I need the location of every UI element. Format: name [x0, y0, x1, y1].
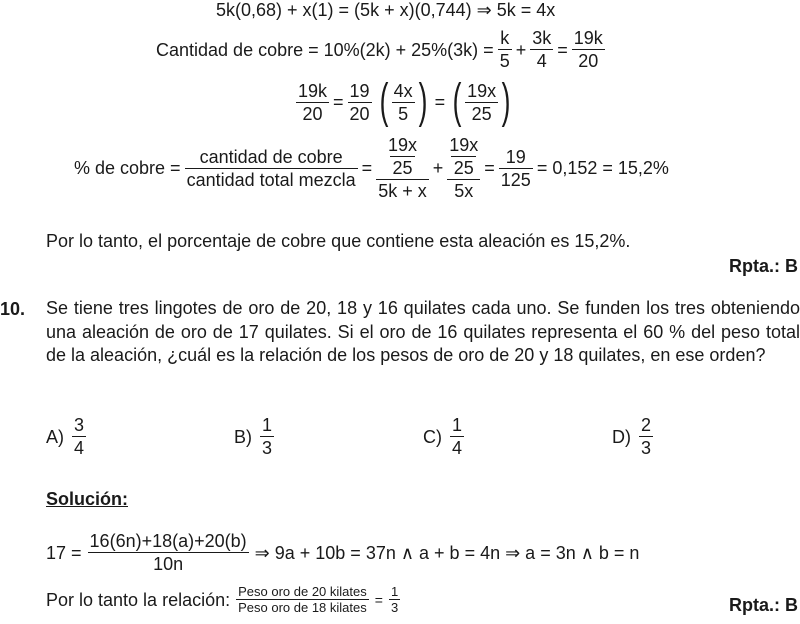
fraction [450, 414, 464, 459]
eq4-lhs: % de cobre = [74, 158, 181, 178]
numerator: 1 [452, 415, 463, 435]
fraction [572, 27, 605, 72]
denominator: 20 [349, 103, 370, 124]
option-c [423, 414, 464, 459]
sol-lhs: 17 = [46, 542, 82, 563]
inner-numerator: 19x [449, 135, 479, 155]
equation-line-3 [296, 75, 514, 128]
fraction [348, 80, 372, 125]
numerator: 3k [532, 28, 552, 48]
numerator: 19k [298, 80, 328, 101]
fraction [465, 80, 498, 125]
solution-heading: Solución: [46, 489, 128, 509]
eq2-lhs: Cantidad de cobre = 10%(2k) + 25%(3k) = [156, 39, 494, 60]
fraction [236, 584, 369, 615]
numerator: 1 [262, 415, 273, 435]
denominator: 4 [452, 438, 463, 458]
option-label: B) [234, 426, 252, 447]
denominator: 4 [74, 438, 85, 458]
option-label: C) [423, 426, 442, 447]
numerator: 1 [390, 584, 399, 599]
denominator: 4 [536, 51, 547, 71]
option-a [46, 414, 86, 459]
denominator: 5k + x [378, 181, 427, 201]
fraction [498, 27, 512, 72]
numerator: 2 [641, 415, 652, 435]
numerator: 4x [393, 80, 413, 101]
parenthesized-group: ( $\frac{19x}{25}$ ) [452, 75, 511, 128]
equation-line-1: 5k(0,68) + x(1) = (5k + x)(0,744) ⇒ 5k = 4x [216, 0, 556, 20]
fraction [260, 414, 274, 459]
equation-line-4 [74, 134, 669, 202]
fraction [185, 146, 358, 191]
numerator: cantidad de cobre [199, 146, 343, 167]
final-text: Por lo tanto la relación: [46, 589, 231, 610]
denominator: 20 [302, 103, 323, 124]
solution-equation [46, 530, 639, 575]
sol-rhs: ⇒ 9a + 10b = 37n ∧ a + b = 4n ⇒ a = 3n ∧ b = n [254, 542, 640, 563]
numerator: 19x [467, 80, 497, 101]
inner-numerator: 19x [387, 135, 417, 155]
option-label: D) [612, 426, 631, 447]
fraction [389, 584, 400, 615]
numerator: k [500, 28, 510, 48]
answer-label: Rpta.: B [729, 595, 798, 615]
parenthesized-group: ( $\frac{4x}{5}$ ) [379, 75, 427, 128]
operator: = [557, 39, 568, 60]
denominator: 3 [390, 600, 399, 615]
eq4-rhs: = 0,152 = 15,2% [536, 158, 669, 178]
compound-fraction [447, 134, 480, 202]
fraction [72, 414, 86, 459]
denominator: 20 [578, 51, 599, 71]
fraction [639, 414, 653, 459]
numerator: 19k [573, 28, 603, 48]
denominator: 3 [262, 438, 273, 458]
denominator: 5 [499, 51, 510, 71]
fraction [499, 146, 533, 191]
option-label: A) [46, 426, 64, 447]
numerator: 19 [349, 80, 370, 101]
numerator: Peso oro de 20 kilates [238, 584, 367, 599]
operator: = [484, 158, 495, 178]
denominator: 3 [641, 438, 652, 458]
denominator: Peso oro de 18 kilates [238, 600, 367, 615]
operator: + [515, 39, 527, 60]
inner-denominator: 25 [392, 158, 413, 178]
denominator: 10n [153, 554, 184, 574]
problem-number: 10. [0, 299, 26, 319]
denominator: 5x [454, 181, 474, 201]
final-relation [46, 584, 400, 615]
operator: = [361, 158, 373, 178]
fraction [530, 27, 553, 72]
operator: = [333, 92, 344, 112]
compound-fraction [376, 134, 429, 202]
operator: = [434, 92, 446, 112]
conclusion-text: Por lo tanto, el porcentaje de cobre que contiene esta aleación es 15,2%. [46, 231, 631, 251]
fraction [296, 80, 329, 125]
numerator: 19 [505, 146, 526, 167]
operator: = [374, 591, 383, 608]
denominator: 5 [398, 103, 409, 124]
option-d [612, 414, 653, 459]
option-b [234, 414, 274, 459]
numerator: 16(6n)+18(a)+20(b) [89, 531, 247, 551]
problem-statement: Se tiene tres lingotes de oro de 20, 18 y 16 quilates cada uno. Se funden los tres obteniendo una aleación de oro de 17 quilates. Si el oro de 16 quilates representa el 60 % del peso total de la aleación, ¿cuál es la relación de los pesos de oro de 20 y 18 quilates, en ese orden? [46, 298, 800, 365]
fraction [88, 530, 249, 575]
numerator: 3 [74, 415, 85, 435]
operator: + [432, 158, 444, 178]
inner-denominator: 25 [453, 158, 474, 178]
denominator: 25 [471, 103, 492, 124]
denominator: cantidad total mezcla [186, 169, 356, 190]
fraction [392, 80, 415, 125]
equation-line-2 [156, 27, 605, 72]
answer-label: Rpta.: B [729, 256, 798, 276]
denominator: 125 [500, 169, 531, 190]
